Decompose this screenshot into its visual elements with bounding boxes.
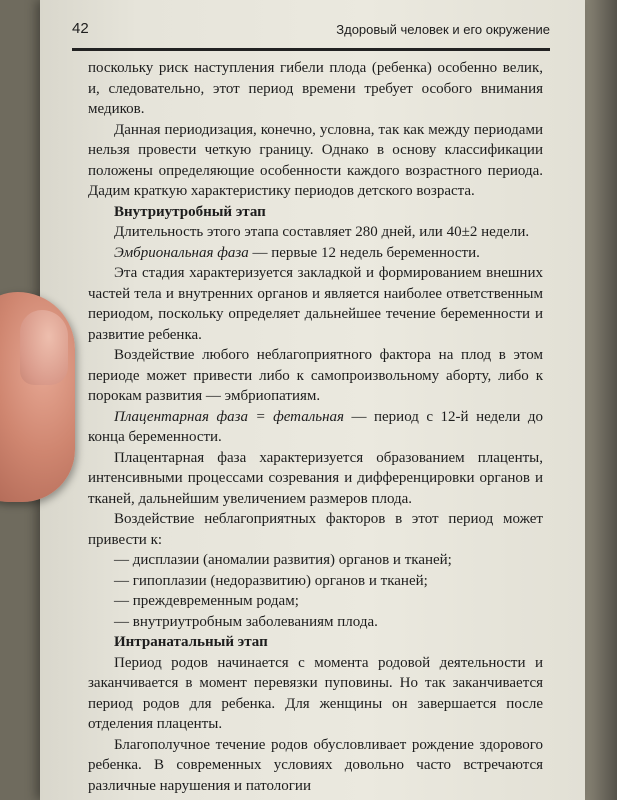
paragraph — [88, 407, 543, 448]
thumbnail-nail — [20, 310, 68, 385]
paragraph: Эта стадия характеризуется закладкой и формированием внешних частей тела и внутренних органов и является наиболее ответственным периодом, поскольку определяет дальнейшее течение беременности и развитие ребенка. — [88, 265, 543, 343]
paragraph: Воздействие любого неблагоприятного фактора на плод в этом периоде может привести либо к самопроизвольному аборту, либо к порокам развития — эмбриопатиям. — [88, 347, 543, 404]
paragraph: Благополучное течение родов обусловливает рождение здорового ребенка. В современных условиях довольно часто встречаются различные нарушения и патологии — [88, 736, 543, 794]
book-edge — [585, 0, 617, 800]
paragraph: Период родов начинается с момента родовой деятельности и заканчивается в момент перевязки пуповины. Но так заканчивается период родов для ребенка. Для женщины он завершается после отделения плаценты. — [88, 654, 543, 732]
paragraph: поскольку риск наступления гибели плода (ребенка) особенно велик, и, следовательно, этот период времени требует особого внимания медиков. — [88, 60, 543, 117]
list-item: — дисплазии (аномалии развития) органов и тканей; — [114, 552, 452, 568]
list-item: — внутриутробным заболеваниям плода. — [114, 613, 378, 630]
running-title: Здоровый человек и его окружение — [336, 22, 550, 37]
page-body — [88, 58, 543, 796]
paragraph — [88, 243, 543, 264]
section-heading: Внутриутробный этап — [114, 203, 266, 220]
paragraph: Плацентарная фаза характеризуется образованием плаценты, интенсивными процессами созревания и дифференцировки органов и тканей, дальнейшим увеличением размеров плода. — [88, 449, 543, 507]
paragraph: Длительность этого этапа составляет 280 дней, или 40±2 недели. — [114, 224, 530, 240]
paragraph: Данная периодизация, конечно, условна, так как между периодами нельзя провести четкую границу. Однако в основу классификации положены определяющие особенности каждого возрастного периода. Дадим краткую характеристику периодов детского возраста. — [88, 121, 543, 199]
term-definition: — первые 12 недель беременности. — [248, 244, 480, 261]
term-italic: Плацентарная фаза = фетальная — [114, 408, 344, 425]
term-italic: Эмбриональная фаза — [114, 244, 249, 261]
page-header — [72, 12, 550, 51]
list-item: — гипоплазии (недоразвитию) органов и тканей; — [114, 572, 428, 589]
term-definition: — период с 12-й недели до конца беременности. — [88, 408, 543, 445]
list-item: — преждевременным родам; — [114, 593, 299, 609]
section-heading: Интранатальный этап — [114, 634, 268, 650]
page-number: 42 — [72, 20, 89, 37]
paragraph: Воздействие неблагоприятных факторов в этот период может привести к: — [88, 511, 543, 548]
